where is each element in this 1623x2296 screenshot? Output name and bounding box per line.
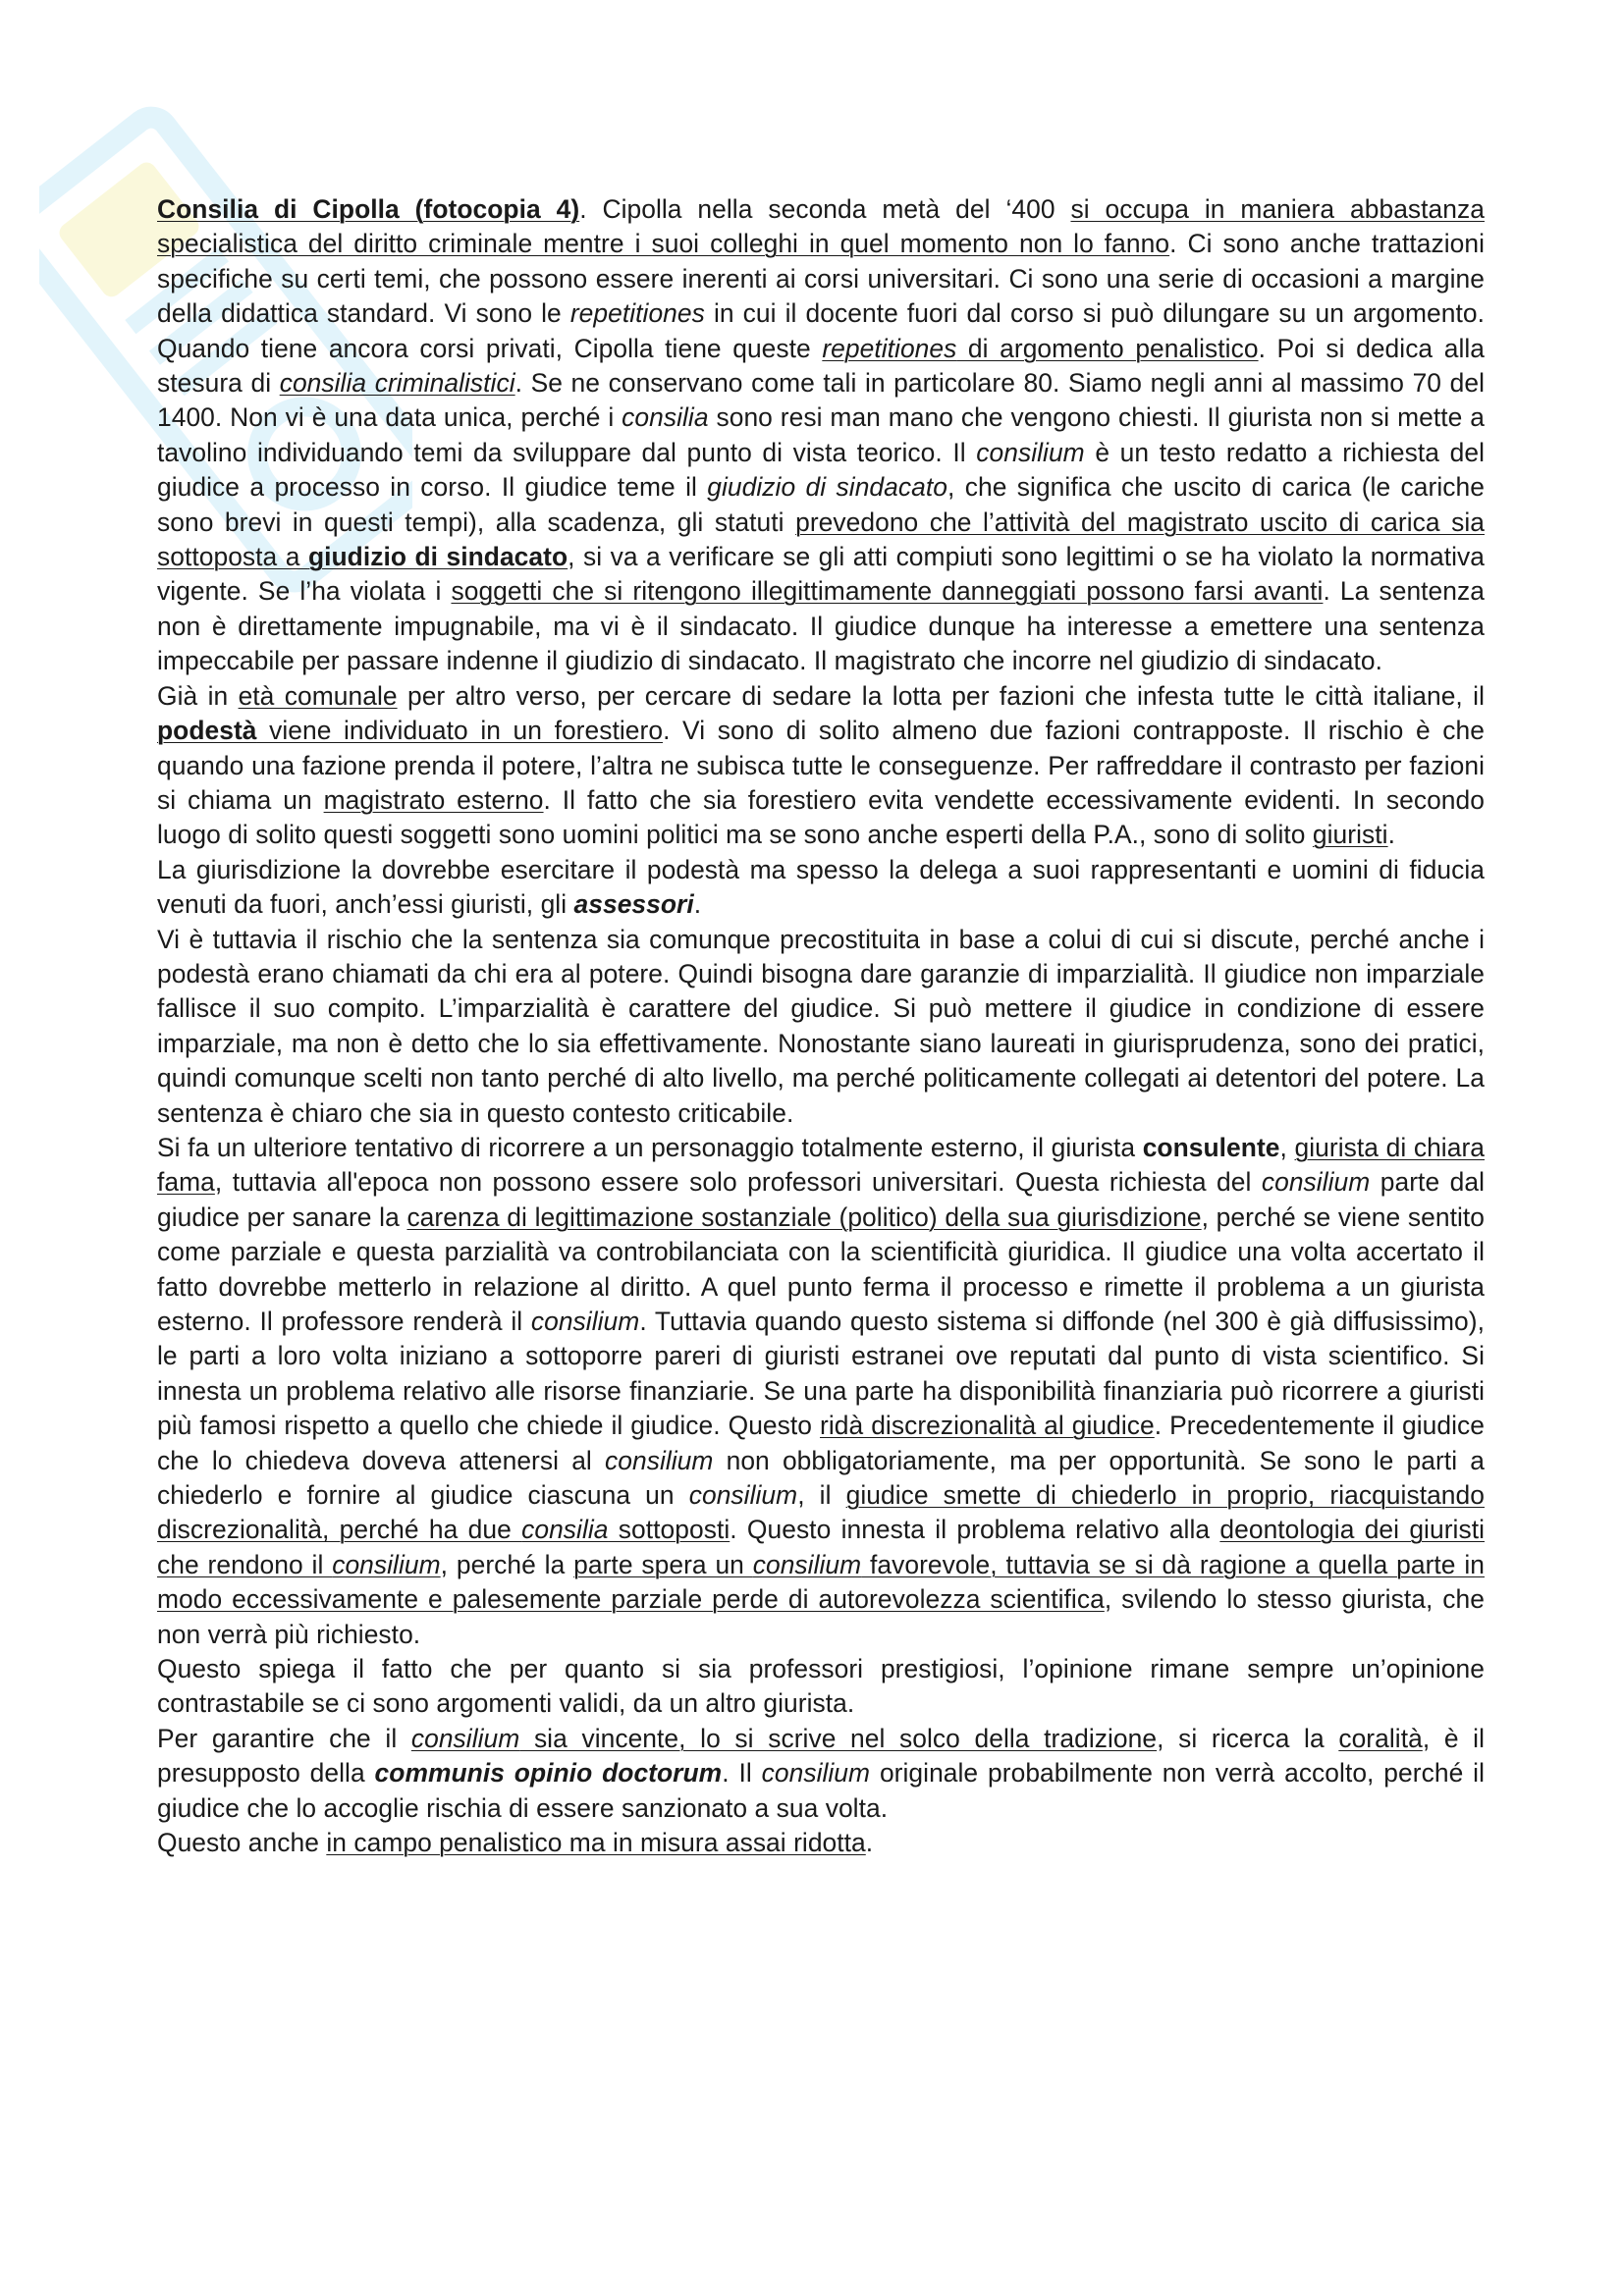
text-run: non obbligatoriamente, ma per opportunità. Se sono le parti a chiederlo e fornire al giudice ciascuna un — [157, 1445, 1485, 1511]
text-run: favorevole, tuttavia se si dà ragione a quella parte in modo eccessivamente e palesemente parziale perde di autorevolezza scientifica — [157, 1549, 1485, 1615]
text-run: . La sentenza non è direttamente impugnabile, ma vi è il sindacato. Il giudice dunque ha interesse a emettere una sentenza impeccabile per passare indenne il giudizio di sindacato. Il magistrato che incorre nel giudizio di sindacato. — [157, 576, 1485, 676]
text-run: consilium — [688, 1480, 798, 1511]
text-run: . Questo innesta il problema relativo alla — [730, 1515, 1220, 1545]
text-run: assessori — [573, 889, 694, 920]
text-run: carenza di legittimazione sostanziale (politico) della sua giurisdizione — [406, 1201, 1202, 1232]
text-run: repetitiones — [569, 298, 705, 329]
text-run: consulente — [1142, 1132, 1280, 1162]
text-run: , — [1279, 1132, 1295, 1162]
paragraph — [157, 923, 1485, 1131]
text-run: . Vi sono di solito almeno due fazioni contrapposte. Il rischio è che quando una fazione prenda il potere, l’altra ne subisca tutte le conseguenze. Per raffreddare il contrasto per fazioni si chiama un — [157, 716, 1485, 815]
text-run: . Tuttavia quando questo sistema si diffonde (nel 300 è già diffusissimo), le parti a loro volta iniziano a sottoporre pareri di giuristi estranei ove reputati dal punto di vista scientifico. Si innesta un problema relativo alle risorse finanziarie. Se una parte ha disponibilità finanziaria può ricorrere a giuristi più famosi rispetto a quello che chiede il giudice. Questo — [157, 1307, 1485, 1441]
text-run: coralità — [1338, 1723, 1423, 1753]
text-run: giudizio di sindacato — [707, 472, 947, 503]
text-run: . Il — [722, 1758, 762, 1789]
text-run: , è il presupposto della — [157, 1723, 1486, 1789]
text-run: viene individuato in un forestiero — [256, 716, 664, 746]
text-run: , che significa che uscito di carica (le cariche sono brevi in questi tempi), alla scadenza, gli statuti — [157, 472, 1485, 537]
paragraph — [157, 1652, 1485, 1722]
text-run: sono resi man mano che vengono chiesti. Il giurista non si mette a tavolino individuando temi da sviluppare dal punto di vista teorico. Il — [157, 402, 1485, 467]
text-run: per altro verso, per cercare di sedare la lotta per fazioni che infesta tutte le città italiane, il — [397, 680, 1486, 711]
text-run: . — [693, 889, 702, 920]
paragraph — [157, 1131, 1485, 1652]
text-run: originale probabilmente non verrà accolto, perché il giudice che lo accoglie rischia di essere sanzionato a sua volta. — [157, 1758, 1485, 1823]
text-run: prevedono che l’attività del magistrato uscito di carica sia sottoposta a — [157, 507, 1485, 572]
text-run: consilium — [976, 437, 1085, 467]
text-run: , perché se viene sentito come parziale e questa parzialità va controbilanciata con la scientificità giuridica. Il giudice una volta accertato il fatto dovrebbe metterlo in relazione al diritto. A quel punto ferma il processo e rimette il problema a un giurista esterno. Il professore renderà il — [157, 1201, 1485, 1336]
text-run: , perché la — [440, 1549, 574, 1579]
text-run: consilium — [752, 1549, 862, 1579]
text-run: Consilia di Cipolla (fotocopia 4) — [157, 194, 580, 224]
text-run: podestà — [157, 716, 257, 746]
text-run: magistrato esterno — [323, 784, 544, 815]
text-run: è un testo redatto a richiesta del giudice a processo in corso. Il giudice teme il — [157, 437, 1485, 503]
paragraph — [157, 679, 1485, 853]
paragraph — [157, 1826, 1485, 1860]
text-run: La giurisdizione la dovrebbe esercitare il podestà ma spesso la delega a suoi rappresentanti e uomini di fiducia venuti da fuori, anch’essi giuristi, gli — [157, 854, 1485, 920]
text-run: giuristi — [1312, 820, 1388, 850]
text-run: . Precedentemente il giudice che lo chiedeva doveva attenersi al — [157, 1411, 1486, 1475]
text-run: giudice smette di chiederlo in proprio, riacquistando discrezionalità, perché ha due — [157, 1480, 1485, 1545]
text-run: . Poi si dedica alla stesura di — [157, 333, 1486, 399]
text-run: consilia — [521, 1515, 609, 1545]
text-run: Già in — [157, 680, 239, 711]
paragraph — [157, 1722, 1485, 1826]
text-run: , svilendo lo stesso giurista, che non verrà più richiesto. — [157, 1584, 1485, 1649]
text-run: . — [1387, 820, 1395, 850]
text-run: , si va a verificare se gli atti compiuti sono legittimi o se ha violato la normativa vigente. Se l’ha violata i — [157, 542, 1486, 607]
paragraph — [157, 853, 1485, 923]
text-run: soggetti che si ritengono illegittimamente danneggiati possono farsi avanti — [451, 576, 1324, 607]
text-run: sia vincente, lo si scrive nel solco della tradizione — [519, 1723, 1158, 1753]
text-run: Questo anche — [157, 1828, 327, 1858]
text-run: Vi è tuttavia il rischio che la sentenza sia comunque precostituita in base a colui di cui si discute, perché anche i podestà erano chiamati da chi era al potere. Quindi bisogna dare garanzie di imparzialità. Il giudice non imparziale fallisce il suo compito. L’imparzialità è carattere del giudice. Si può mettere il giudice in condizione di essere imparziale, ma non è detto che lo sia effettivamente. Nonostante siano laureati in giurisprudenza, sono dei pratici, quindi comunque scelti non tanto perché di alto livello, ma perché politicamente collegati ai detentori del potere. La sentenza è chiaro che sia in questo contesto criticabile. — [157, 924, 1485, 1128]
text-run: , tuttavia all'epoca non possono essere solo professori universitari. Questa richiesta del — [214, 1167, 1262, 1198]
text-run: consilium — [605, 1445, 714, 1475]
text-run: . Cipolla nella seconda metà del ‘400 — [579, 194, 1071, 224]
text-run: in cui il docente fuori dal corso si può dilungare su un argomento. Quando tiene ancora corsi privati, Cipolla tiene queste — [157, 298, 1485, 363]
text-run: . Ci sono anche trattazioni specifiche su certi temi, che possono essere inerenti ai corsi universitari. Ci sono una serie di occasioni a margine della didattica standard. Vi sono le — [157, 229, 1485, 329]
text-run: giudizio di sindacato — [307, 542, 568, 572]
text-run: consilium — [1261, 1167, 1371, 1198]
text-run: parte spera un — [573, 1549, 753, 1579]
text-run: di argomento penalistico — [956, 333, 1259, 363]
text-run: . Il fatto che sia forestiero evita vendette eccessivamente evidenti. In secondo luogo di solito questi soggetti sono uomini politici ma se sono anche esperti della P.A., sono di solito — [157, 784, 1485, 850]
document-body — [157, 192, 1485, 1861]
text-run: consilia — [622, 402, 709, 433]
paragraph — [157, 192, 1485, 679]
text-run: Questo spiega il fatto che per quanto si sia professori prestigiosi, l’opinione rimane sempre un’opinione contrastabile se ci sono argomenti validi, da un altro giurista. — [157, 1654, 1485, 1719]
text-run: . — [865, 1828, 874, 1858]
text-run: , si ricerca la — [1157, 1723, 1339, 1753]
text-run: si occupa in maniera abbastanza specialistica del diritto criminale mentre i suoi colleghi in quel momento non lo fanno — [157, 194, 1485, 259]
text-run: giurista di chiara fama — [157, 1132, 1486, 1198]
text-run: Per garantire che il — [157, 1723, 411, 1753]
text-run: repetitiones — [822, 333, 957, 363]
text-run: Si fa un ulteriore tentativo di ricorrere a un personaggio totalmente esterno, il giurista — [157, 1132, 1143, 1162]
text-run: parte dal giudice per sanare la — [157, 1167, 1485, 1232]
text-run: communis opinio doctorum — [374, 1758, 723, 1789]
text-run: consilia criminalistici — [279, 368, 515, 399]
text-run: consilium — [332, 1549, 441, 1579]
text-run: ridà discrezionalità al giudice — [820, 1411, 1155, 1441]
text-run: consilium — [761, 1758, 871, 1789]
text-run: in campo penalistico ma in misura assai ridotta — [326, 1828, 866, 1858]
text-run: , il — [797, 1480, 846, 1511]
text-run: consilium — [410, 1723, 520, 1753]
text-run: consilium — [530, 1307, 640, 1336]
text-run: . Se ne conservano come tali in particolare 80. Siamo negli anni al massimo 70 del 1400. Non vi è una data unica, perché i — [157, 368, 1485, 433]
text-run: sottoposti — [608, 1515, 730, 1545]
text-run: deontologia dei giuristi che rendono il — [157, 1515, 1485, 1579]
text-run: età comunale — [238, 680, 398, 711]
